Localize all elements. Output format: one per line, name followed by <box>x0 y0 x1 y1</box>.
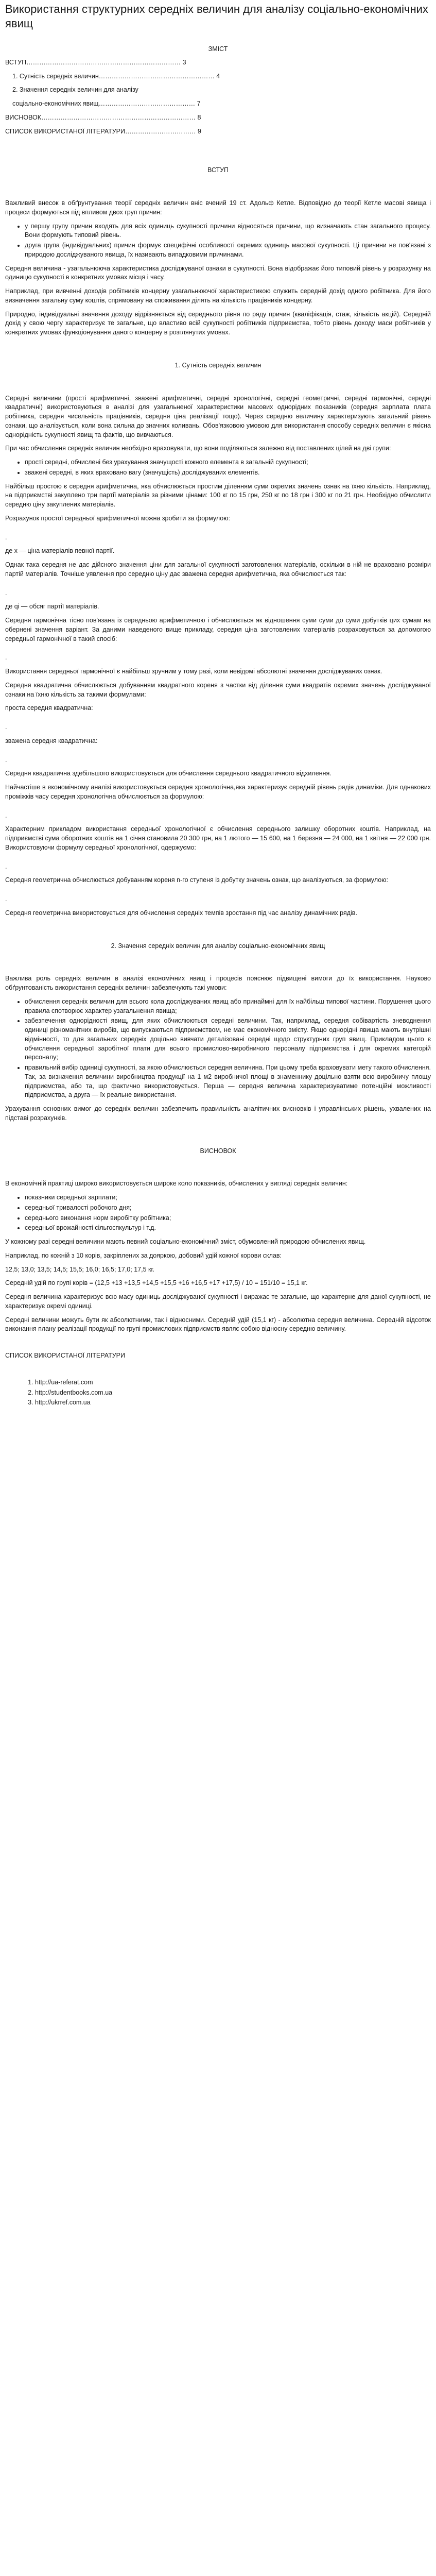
list-item: • показники середньої зарплати; <box>25 1193 431 1202</box>
section-1-paragraph: Характерним прикладом використання середньої хронологічної є обчислення середнього залишку оборотних коштів. Наприклад, на підприємстві сума оборотних коштів на 1 січня становила 20 300 грн, на 1 лютого — 15 600, на 1 березня — 24 000, на 1 квітня — 22 000 грн. Використовуючи формулу середньої хронологічної, одержуємо: <box>5 825 431 851</box>
section-2-paragraph: Важлива роль середніх величин в аналізі економічних явищ і процесів пояснює підвищені вимоги до їх використання. Науково обґрунтованість використання середніх величин забезпечують такі умови: <box>5 975 431 991</box>
section-1-paragraph: зважена середня квадратична: <box>5 737 98 744</box>
section-2-paragraph: Урахування основних вимог до середніх величин забезпечить правильність аналітичних висновків і управлінських рішень, ухвалених на підставі розрахунків. <box>5 1105 431 1122</box>
section-1-paragraph: Найбільш простою є середня арифметична, яка обчислюється простим діленням суми окремих значень ознак на їхню кількість. Наприклад, на підприємстві закуплено три партії матеріалів за різними цінами: 100 кг по 15 грн, 250 кг по 18 грн і 300 кг по 21 грн. Необхідно обчислити середню ціну закуплених матеріалів. <box>5 482 431 508</box>
toc-heading: ЗМІСТ <box>208 45 228 53</box>
section-1-bullet-list <box>5 458 431 478</box>
formula-placeholder: . <box>5 723 7 731</box>
section-2-heading: 2. Значення середніх величин для аналізу соціально-економічних явищ <box>111 942 325 950</box>
conclusion-paragraph: Наприклад, по кожній з 10 корів, закріплених за дояркою, добовий удій кожної корови склав: <box>5 1251 282 1259</box>
formula-placeholder: . <box>5 533 7 541</box>
bibliography-item: 2. http://studentbooks.com.ua <box>35 1388 431 1398</box>
section-1-paragraph: Середня квадратична здебільшого використовується для обчислення середнього квадратичного відхилення. <box>5 770 332 777</box>
section-1-paragraph: Найчастіше в економічному аналізі використовується середня хронологічна,яка характеризує середній рівень рядів динаміки. Для однакових проміжків часу середня хронологічна обчислюється за формулою: <box>5 784 431 800</box>
formula-placeholder: . <box>5 756 7 764</box>
conclusion-paragraph: Середні величини можуть бути як абсолютними, так і відносними. Середній удій (15,1 кг) - абсолютна середня величина. Середній відсоток виконання плану реалізації продукції по групі промислових підприємств являє собою відносну середню величину. <box>5 1316 431 1333</box>
formula-placeholder: . <box>5 589 7 597</box>
section-1-heading: 1. Сутність середніх величин <box>175 361 261 369</box>
conclusion-paragraph: В економічній практиці широко використовується широке коло показників, обчислених у вигляді середніх величин: <box>5 1180 348 1188</box>
list-item: • забезпечення однорідності явищ, для яких обчислюються середні величини. Так, наприклад, середня собівартість зневоднення одиниці різноманітних виробів, що випускаються підприємством, не має економічного змісту. Якщо однорідні явища мають внутрішні відмінності, то для загальних середніх доцільно вивчати деталізовані середні щодо структурних груп явищ. Прикладом цього є обчислення середньої заробітної плати для всього промислово-виробничого персоналу підприємства і для окремих категорій персоналу; <box>25 1016 431 1062</box>
section-intro <box>5 166 431 337</box>
formula-placeholder: . <box>5 811 7 819</box>
toc-item-conclusion: ВИСНОВОК……………………………………………………………… 8 <box>5 113 201 121</box>
conclusion-paragraph: 12,5; 13,0; 13,5; 14,5; 15,5; 16,0; 16,5; 17,0; 17,5 кг. <box>5 1265 154 1273</box>
bibliography-item: 3. http://ukrref.com.ua <box>35 1398 431 1408</box>
toc-item-section-1: 1. Сутність середніх величин……………………………………………… 4 <box>12 72 220 80</box>
toc-item-bibliography: СПИСОК ВИКОРИСТАНОЇ ЛІТЕРАТУРИ…………………………… 9 <box>5 127 201 135</box>
list-item: • правильний вибір одиниці сукупності, за якою обчислюється середня величина. При цьому треба враховувати мету такого обчислення. Так, за визначення величини виробництва продукції на 1 м2 виробничої площі в знаменнику доцільно взяти всю виробничу площу підприємства, або та, що фактично використовується. Перша — середня величина характеризуватиме потенційні можливості підприємства, а друга — їх реальне використання. <box>25 1063 431 1100</box>
conclusion-heading: ВИСНОВОК <box>200 1147 236 1155</box>
toc-item-section-2-cont: соціально-економічних явищ……………………………………… 7 <box>12 100 201 107</box>
section-2 <box>5 942 431 1123</box>
list-item: • середнього виконання норм виробітку робітника; <box>25 1214 431 1223</box>
list-item: • прості середні, обчислені без урахування значущості кожного елемента в загальній сукупності; <box>25 458 431 467</box>
section-conclusion <box>5 1147 431 1334</box>
section-1 <box>5 361 431 918</box>
section-1-paragraph: де x — ціна матеріалів певної партії. <box>5 547 115 555</box>
bibliography-list <box>5 1378 431 1408</box>
intro-heading: ВСТУП <box>207 166 229 174</box>
section-bibliography <box>5 1351 431 1408</box>
section-1-paragraph: Середня геометрична обчислюється добуванням кореня n-го ступеня із добутку значень ознак, що аналізуються, за формулою: <box>5 876 388 884</box>
formula-placeholder: . <box>5 895 7 903</box>
table-of-contents <box>5 45 431 136</box>
toc-item-section-2: 2. Значення середніх величин для аналізу <box>12 86 138 94</box>
section-1-paragraph: Середня геометрична використовується для обчислення середніх темпів зростання під час аналізу динамічних рядів. <box>5 909 357 917</box>
formula-placeholder: . <box>5 654 7 662</box>
list-item: • друга група (індивідуальних) причин формує специфічні особливості окремих одиниць масової сукупності. Ці причини не пов'язані з природою досліджуваного явища, їх називають випадковими причинами. <box>25 241 431 260</box>
conclusion-paragraph: Середній удій по групі корів = (12,5 +13 +13,5 +14,5 +15,5 +16 +16,5 +17 +17,5) / 10 = 151/10 = 15,1 кг. <box>5 1279 308 1287</box>
intro-paragraph: Наприклад, при вивченні доходів робітників концерну узагальнюючої характеристикою служить середній дохід одного робітника. Для його визначення загальну суму коштів, спрямовану на споживання ділять на кількість працівників концерну. <box>5 287 431 304</box>
section-1-paragraph: Розрахунок простої середньої арифметичної можна зробити за формулою: <box>5 514 231 522</box>
intro-paragraph: Природно, індивідуальні значення доходу відрізняється від середнього рівня по ряду причин (кваліфікація, стаж, кількість акцій). Середній дохід у свою чергу характеризує те загальне, що властиво всій сукупності робітників підприємства, тобто рівень доходу маси робітників у конкретних умовах функціонування даного концерну в розглянутих умовах. <box>5 310 431 336</box>
section-1-paragraph: Середні величини (прості арифметичні, зважені арифметичні, середні хронологічні, середні геометричні, середні гармонічні, середні квадратичні) використовуються в аналізі для узагальненої характеристики масових однорідних показників (середня зарплата плата робітника, середня чисельність працівників, середня ціна реалізації тощо). Через середню величину характеризують загальний рівень ознаки, що аналізується, коли вона сильна до значних коливань. Обов'язковою умовою для використання способу середніх величин є якісна однорідність сукупності явищ та фактів, що вивчаються. <box>5 394 431 438</box>
intro-paragraph: Середня величина - узагальнююча характеристика досліджуваної ознаки в сукупності. Вона відображає його типовий рівень у розрахунку на одиницю сукупності в конкретних умовах місця і часу. <box>5 264 431 281</box>
list-item: • обчислення середніх величин для всього кола досліджуваних явищ або принаймні для їх найбільш типової частини. Порушення цього правила спотворює характер узагальнення явища; <box>25 997 431 1016</box>
conclusion-bullet-list <box>5 1193 431 1233</box>
section-2-bullet-list <box>5 997 431 1100</box>
list-item: • середньої тривалості робочого дня; <box>25 1204 431 1213</box>
section-1-paragraph: Середня квадратична обчислюється добуванням квадратного кореня з частки від ділення суми квадратів окремих значень досліджуваної ознаки на їхню кількість за такими формулами: <box>5 681 431 698</box>
list-item: • зважені середні, в яких враховано вагу (значущість) досліджуваних елементів. <box>25 468 431 478</box>
toc-item-intro: ВСТУП……………………………………………………………… 3 <box>5 58 186 66</box>
section-1-paragraph: Однак така середня не дає дійсного значення ціни для загальної сукупності заготовлених матеріалів, оскільки в ній не враховано розміри партій матеріалів. Точніше уявлення про середню ціну дає зважена середня арифметична, яка обчислюється так: <box>5 561 431 578</box>
conclusion-paragraph: У кожному разі середні величини мають певний соціально-економічний зміст, обумовлений природою обчислених явищ. <box>5 1238 366 1245</box>
intro-paragraph: Важливий внесок в обґрунтування теорії середніх величин вніс вчений 19 ст. Адольф Кетле. Відповідно до теорії Кетле масові явища і процеси формуються під впливом двох груп причин: <box>5 199 431 216</box>
formula-placeholder: . <box>5 862 7 870</box>
intro-bullet-list <box>5 222 431 260</box>
list-item: • середньої врожайності сільгоспкультур і т.д. <box>25 1224 431 1233</box>
conclusion-paragraph: Середня величина характеризує всю масу одиниць досліджуваної сукупності і виражає те загальне, що характерне для даної сукупності, не характеризує окремі одиниці. <box>5 1293 431 1310</box>
bibliography-item: 1. http://ua-referat.com <box>35 1378 431 1387</box>
section-1-paragraph: Використання середньої гармонічної є найбільш зручним у тому разі, коли невідомі абсолютні значення досліджуваних ознак. <box>5 668 382 675</box>
bibliography-heading: СПИСОК ВИКОРИСТАНОЇ ЛІТЕРАТУРИ <box>5 1352 126 1359</box>
section-1-paragraph: Середня гармонічна тісно пов'язана із середньою арифметичною і обчислюється як відношення суми суми до суми добутків цих сумам на обернені значення варіант. За даними наведеного вище прикладу, середня ціна заготовлених матеріалів розраховується за допомогою середньої гармонічної в такий спосіб: <box>5 617 431 642</box>
section-1-paragraph: При час обчислення середніх величин необхідно враховувати, що вони поділяються залежно від поставлених цілей на дві групи: <box>5 445 391 452</box>
section-1-paragraph: де qi — обсяг партії матеріалів. <box>5 603 99 611</box>
section-1-paragraph: проста середня квадратична: <box>5 704 93 712</box>
list-item: • у першу групу причин входять для всіх одиниць сукупності причини відносяться причини, що визначають стан загального процесу. Вони формують типовий рівень. <box>25 222 431 241</box>
document-title: Використання структурних середніх величин для аналізу соціально-економічних явищ <box>5 3 428 30</box>
